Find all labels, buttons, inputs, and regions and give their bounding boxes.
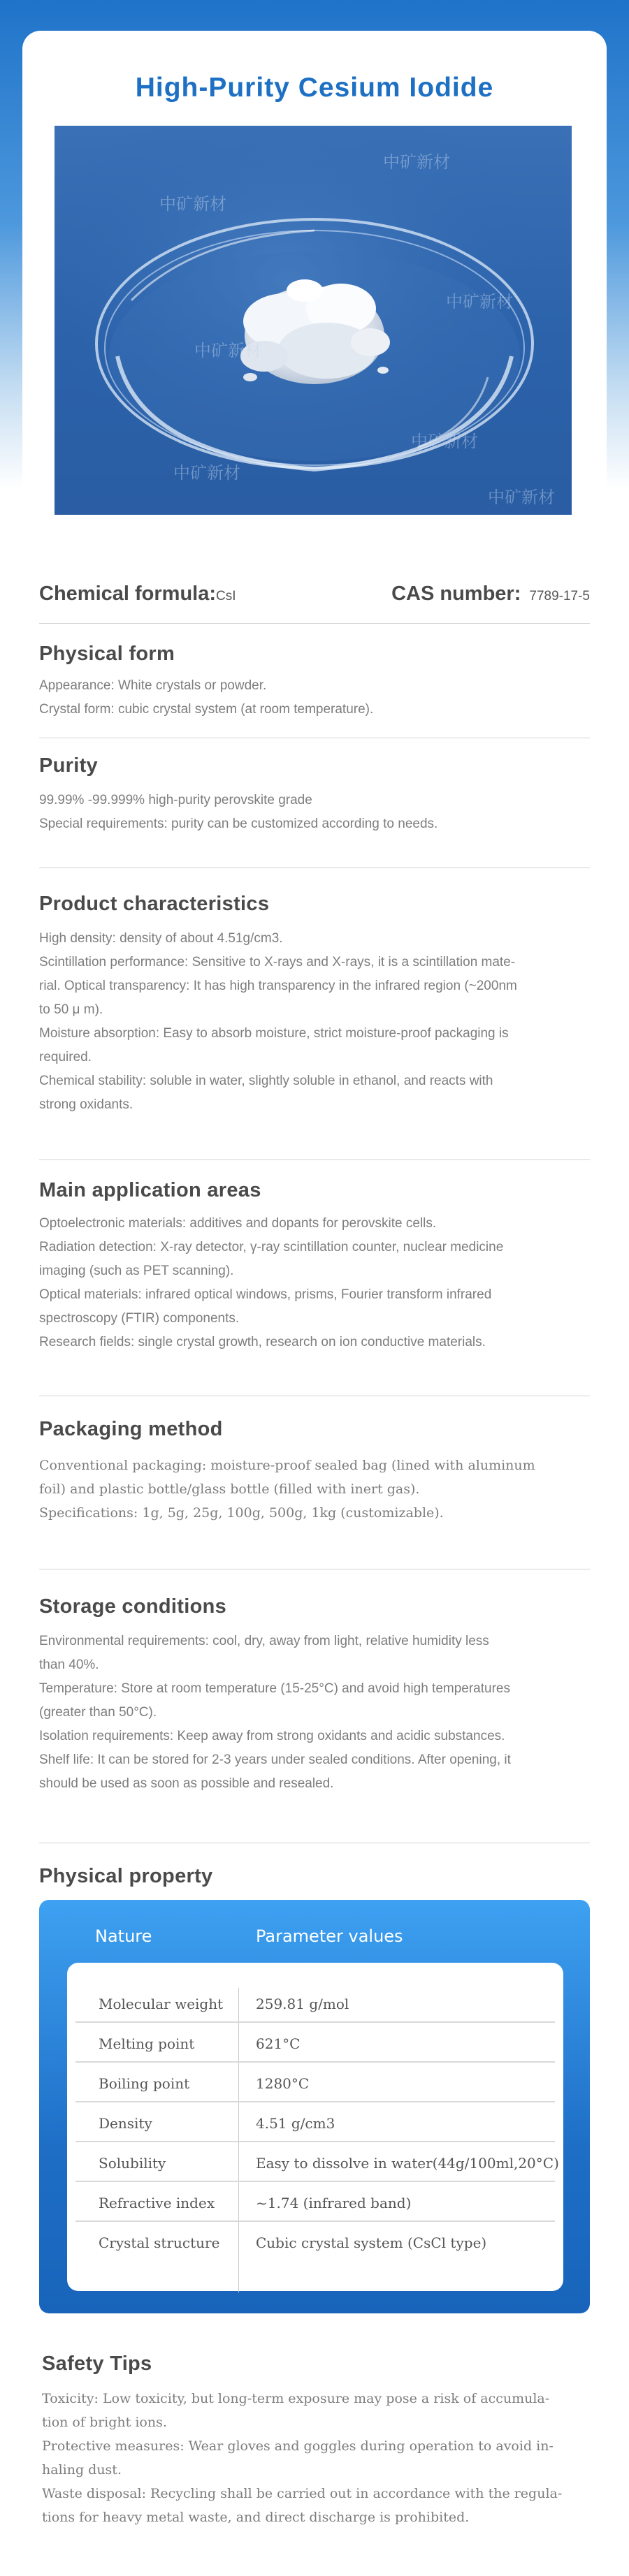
text-line: 99.99% -99.999% high-purity perovskite grade	[39, 793, 312, 807]
text-line: Specifications: 1g, 5g, 25g, 100g, 500g, 1kg (customizable).	[39, 1505, 444, 1521]
text-line: Environmental requirements: cool, dry, away from light, relative humidity less	[39, 1634, 489, 1648]
property-name: Crystal structure	[99, 2234, 220, 2251]
product-photo	[55, 126, 572, 515]
text-line: Optical materials: infrared optical windows, prisms, Fourier transform infrared	[39, 1287, 492, 1302]
chemical-formula	[39, 583, 236, 606]
property-name: Molecular weight	[99, 1996, 224, 2012]
property-name: Density	[99, 2115, 152, 2132]
property-value: ~1.74 (infrared band)	[256, 2195, 412, 2211]
text-line: Moisture absorption: Easy to absorb moisture, strict moisture-proof packaging is	[39, 1026, 509, 1041]
watermark-text: 中矿新材	[446, 292, 513, 312]
text-line: Shelf life: It can be stored for 2-3 years under sealed conditions. After opening, it	[39, 1752, 511, 1767]
watermark-text: 中矿新材	[383, 152, 450, 172]
property-value: Cubic crystal system (CsCl type)	[256, 2234, 487, 2251]
text-line: should be used as soon as possible and resealed.	[39, 1776, 334, 1791]
cas-number	[391, 583, 590, 606]
text-line: tions for heavy metal waste, and direct discharge is prohibited.	[42, 2510, 470, 2525]
text-line: (greater than 50°C).	[39, 1705, 157, 1720]
table-row	[75, 2222, 555, 2262]
formula-value: CsI	[216, 589, 236, 603]
application-areas-section	[39, 1179, 590, 1354]
section-heading: Product characteristics	[39, 893, 270, 915]
purity-section	[39, 754, 590, 836]
text-line: required.	[39, 1050, 92, 1064]
watermark-text: 中矿新材	[411, 432, 478, 451]
storage-section	[39, 1595, 590, 1796]
section-heading: Physical property	[39, 1865, 213, 1887]
watermark-text: 中矿新材	[159, 194, 226, 214]
text-line: haling dust.	[42, 2462, 122, 2478]
column-header-nature: Nature	[95, 1926, 152, 1946]
text-line: Radiation detection: X-ray detector, γ-ray scintillation counter, nuclear medicine	[39, 1240, 504, 1254]
text-line: Appearance: White crystals or powder.	[39, 678, 267, 693]
property-value: 621°C	[256, 2035, 301, 2052]
property-value: Easy to dissolve in water(44g/100ml,20°C)	[256, 2155, 559, 2172]
section-heading: Purity	[39, 754, 98, 777]
table-row	[75, 2182, 555, 2222]
formula-label: Chemical formula:	[39, 583, 216, 605]
text-line: strong oxidants.	[39, 1097, 133, 1112]
product-characteristics-section	[39, 893, 590, 1117]
text-line: foil) and plastic bottle/glass bottle (filled with inert gas).	[39, 1481, 420, 1497]
property-value: 1280°C	[256, 2075, 310, 2092]
table-row	[75, 2023, 555, 2063]
text-line: Temperature: Store at room temperature (15-25°C) and avoid high temperatures	[39, 1681, 510, 1696]
text-line: Research fields: single crystal growth, research on ion conductive materials.	[39, 1335, 486, 1349]
text-line: tion of bright ions.	[42, 2415, 167, 2430]
cas-label: CAS number:	[391, 583, 521, 605]
formula-cas-row	[39, 583, 590, 611]
text-line: Toxicity: Low toxicity, but long-term exposure may pose a risk of accumula-	[42, 2391, 550, 2406]
watermark-text: 中矿新材	[194, 341, 261, 360]
packaging-section	[39, 1418, 590, 1525]
property-name: Refractive index	[99, 2195, 215, 2211]
text-line: Protective measures: Wear gloves and goggles during operation to avoid in-	[42, 2438, 554, 2454]
physical-property-section	[39, 1865, 590, 1888]
section-heading: Physical form	[39, 643, 175, 665]
property-name: Melting point	[99, 2035, 195, 2052]
text-line: rial. Optical transparency: It has high transparency in the infrared region (~200nm	[39, 979, 517, 993]
section-heading: Safety Tips	[42, 2352, 152, 2375]
section-heading: Main application areas	[39, 1179, 261, 1201]
petri-dish-image	[55, 126, 572, 515]
table-row	[75, 2102, 555, 2142]
watermark-text: 中矿新材	[173, 463, 240, 483]
watermark-text: 中矿新材	[488, 488, 555, 507]
property-value: 4.51 g/cm3	[256, 2115, 335, 2132]
table-row	[75, 2142, 559, 2182]
cas-value: 7789-17-5	[529, 589, 590, 603]
property-name: Boiling point	[99, 2075, 190, 2092]
text-line: Isolation requirements: Keep away from strong oxidants and acidic substances.	[39, 1729, 505, 1743]
section-heading: Storage conditions	[39, 1595, 227, 1618]
divider	[39, 623, 590, 624]
text-line: imaging (such as PET scanning).	[39, 1264, 234, 1278]
property-name: Solubility	[99, 2155, 166, 2172]
product-card	[22, 31, 607, 2576]
section-heading: Packaging method	[39, 1418, 223, 1440]
table-header	[39, 1926, 590, 1952]
safety-tips-section	[42, 2352, 593, 2529]
text-line: Optoelectronic materials: additives and dopants for perovskite cells.	[39, 1216, 437, 1231]
text-line: Waste disposal: Recycling shall be carried out in accordance with the regula-	[42, 2486, 563, 2501]
text-line: Chemical stability: soluble in water, slightly soluble in ethanol, and reacts with	[39, 1074, 493, 1088]
physical-form-section	[39, 643, 590, 722]
text-line: spectroscopy (FTIR) components.	[39, 1311, 240, 1326]
table-row	[75, 2063, 555, 2102]
divider	[39, 1159, 590, 1160]
property-table	[67, 1963, 563, 2291]
text-line: Scintillation performance: Sensitive to X-rays and X-rays, it is a scintillation mate-	[39, 955, 516, 969]
text-line: Special requirements: purity can be customized according to needs.	[39, 817, 438, 831]
text-line: High density: density of about 4.51g/cm3.	[39, 931, 283, 946]
column-header-values: Parameter values	[256, 1926, 403, 1946]
property-table-panel	[39, 1900, 590, 2313]
table-row	[75, 1983, 555, 2023]
text-line: than 40%.	[39, 1657, 99, 1672]
text-line: Conventional packaging: moisture-proof sealed bag (lined with aluminum	[39, 1458, 535, 1473]
property-value: 259.81 g/mol	[256, 1996, 349, 2012]
text-line: to 50 μ m).	[39, 1002, 103, 1017]
page-title: High-Purity Cesium Iodide	[135, 73, 494, 103]
text-line: Crystal form: cubic crystal system (at room temperature).	[39, 702, 374, 717]
